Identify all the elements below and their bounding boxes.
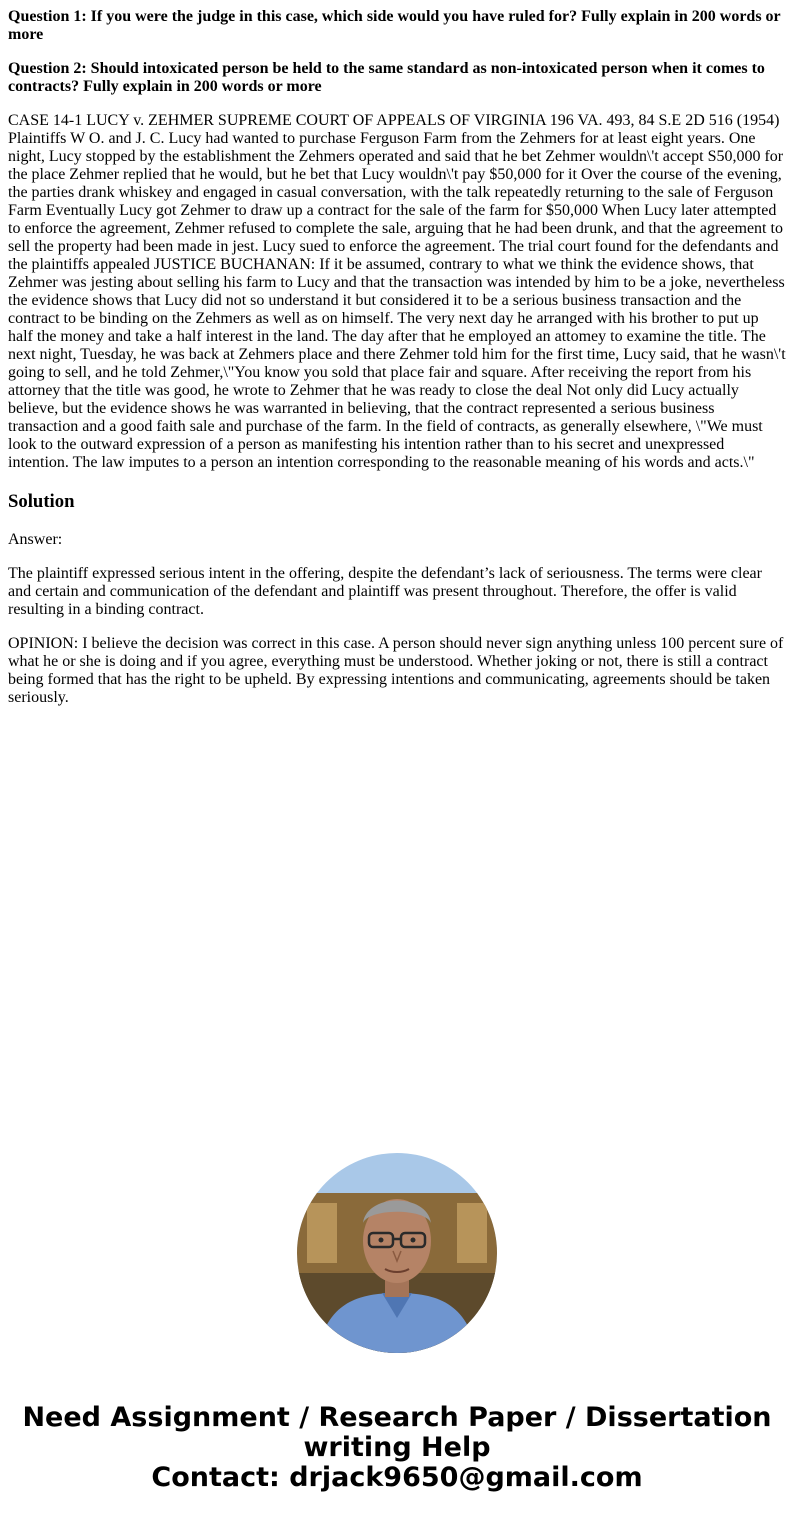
question-2: Question 2: Should intoxicated person be held to the same standard as non-intoxicated person when it comes to contracts? Fully explain in 200 words or more [8, 60, 765, 95]
document-body [8, 8, 786, 723]
promo-line-2: writing Help [303, 1432, 491, 1463]
question-1: Question 1: If you were the judge in this case, which side would you have ruled for? Fully explain in 200 words or more [8, 8, 781, 43]
promo-line-1: Need Assignment / Research Paper / Dissertation [22, 1402, 772, 1433]
author-avatar [297, 1153, 497, 1353]
answer-paragraph: The plaintiff expressed serious intent in the offering, despite the defendant’s lack of seriousness. The terms were clear and certain and communication of the defendant and plaintiff was present throughout. Therefore, the offer is valid resulting in a binding contract. [8, 565, 762, 618]
opinion-paragraph: OPINION: I believe the decision was correct in this case. A person should never sign anything unless 100 percent sure of what he or she is doing and if you agree, everything must be understood. Whether joking or not, there is still a contract being formed that has the right to be upheld. By expressing intentions and communicating, agreements should be taken seriously. [8, 635, 784, 706]
promo-contact: Contact: drjack9650@gmail.com [151, 1462, 643, 1493]
answer-label: Answer: [8, 531, 63, 548]
promo-banner [0, 1403, 794, 1493]
portrait-image [297, 1153, 497, 1353]
solution-heading: Solution [8, 491, 75, 512]
case-text: CASE 14-1 LUCY v. ZEHMER SUPREME COURT OF APPEALS OF VIRGINIA 196 VA. 493, 84 S.E 2D 516 (1954) Plaintiffs W O. and J. C. Lucy had wanted to purchase Ferguson Farm from the Zehmers for at least eight years. One night, Lucy stopped by the establishment the Zehmers operated and said that he bet Zehmer wouldn\'t accept S50,000 for the place Zehmer replied that he would, but he bet that Lucy wouldn\'t pay $50,000 for it Over the course of the evening, the parties drank whiskey and engaged in casual conversation, with the talk repeatedly returning to the sale of Ferguson Farm Eventually Lucy got Zehmer to draw up a contract for the sale of the farm for $50,000 When Lucy later attempted to enforce the agreement, Zehmer refused to complete the sale, arguing that he had been drunk, and that the agreement to sell the property had been made in jest. Lucy sued to enforce the agreement. The trial court found for the defendants and the plaintiffs appealed JUSTICE BUCHANAN: If it be assumed, contrary to what we think the evidence shows, that Zehmer was jesting about selling his farm to Lucy and that the transaction was intended by him to be a joke, nevertheless the evidence shows that Lucy did not so understand it but considered it to be a serious business transaction and the contract to be binding on the Zehmers as well as on himself. The very next day he arranged with his brother to put up half the money and take a half interest in the land. The day after that he employed an attomey to examine the title. The next night, Tuesday, he was back at Zehmers place and there Zehmer told him for the first time, Lucy said, that he wasn\'t going to sell, and he told Zehmer,\"You know you sold that place fair and square. After receiving the report from his attorney that the title was good, he wrote to Zehmer that he was ready to close the deal Not only did Lucy actually believe, but the evidence shows he was warranted in believing, that the contract represented a serious business transaction and a good faith sale and purchase of the farm. In the field of contracts, as generally elsewhere, \"We must look to the outward expression of a person as manifesting his intention rather than to his secret and unexpressed intention. The law imputes to a person an intention corresponding to the reasonable meaning of his words and acts.\" [8, 112, 786, 471]
